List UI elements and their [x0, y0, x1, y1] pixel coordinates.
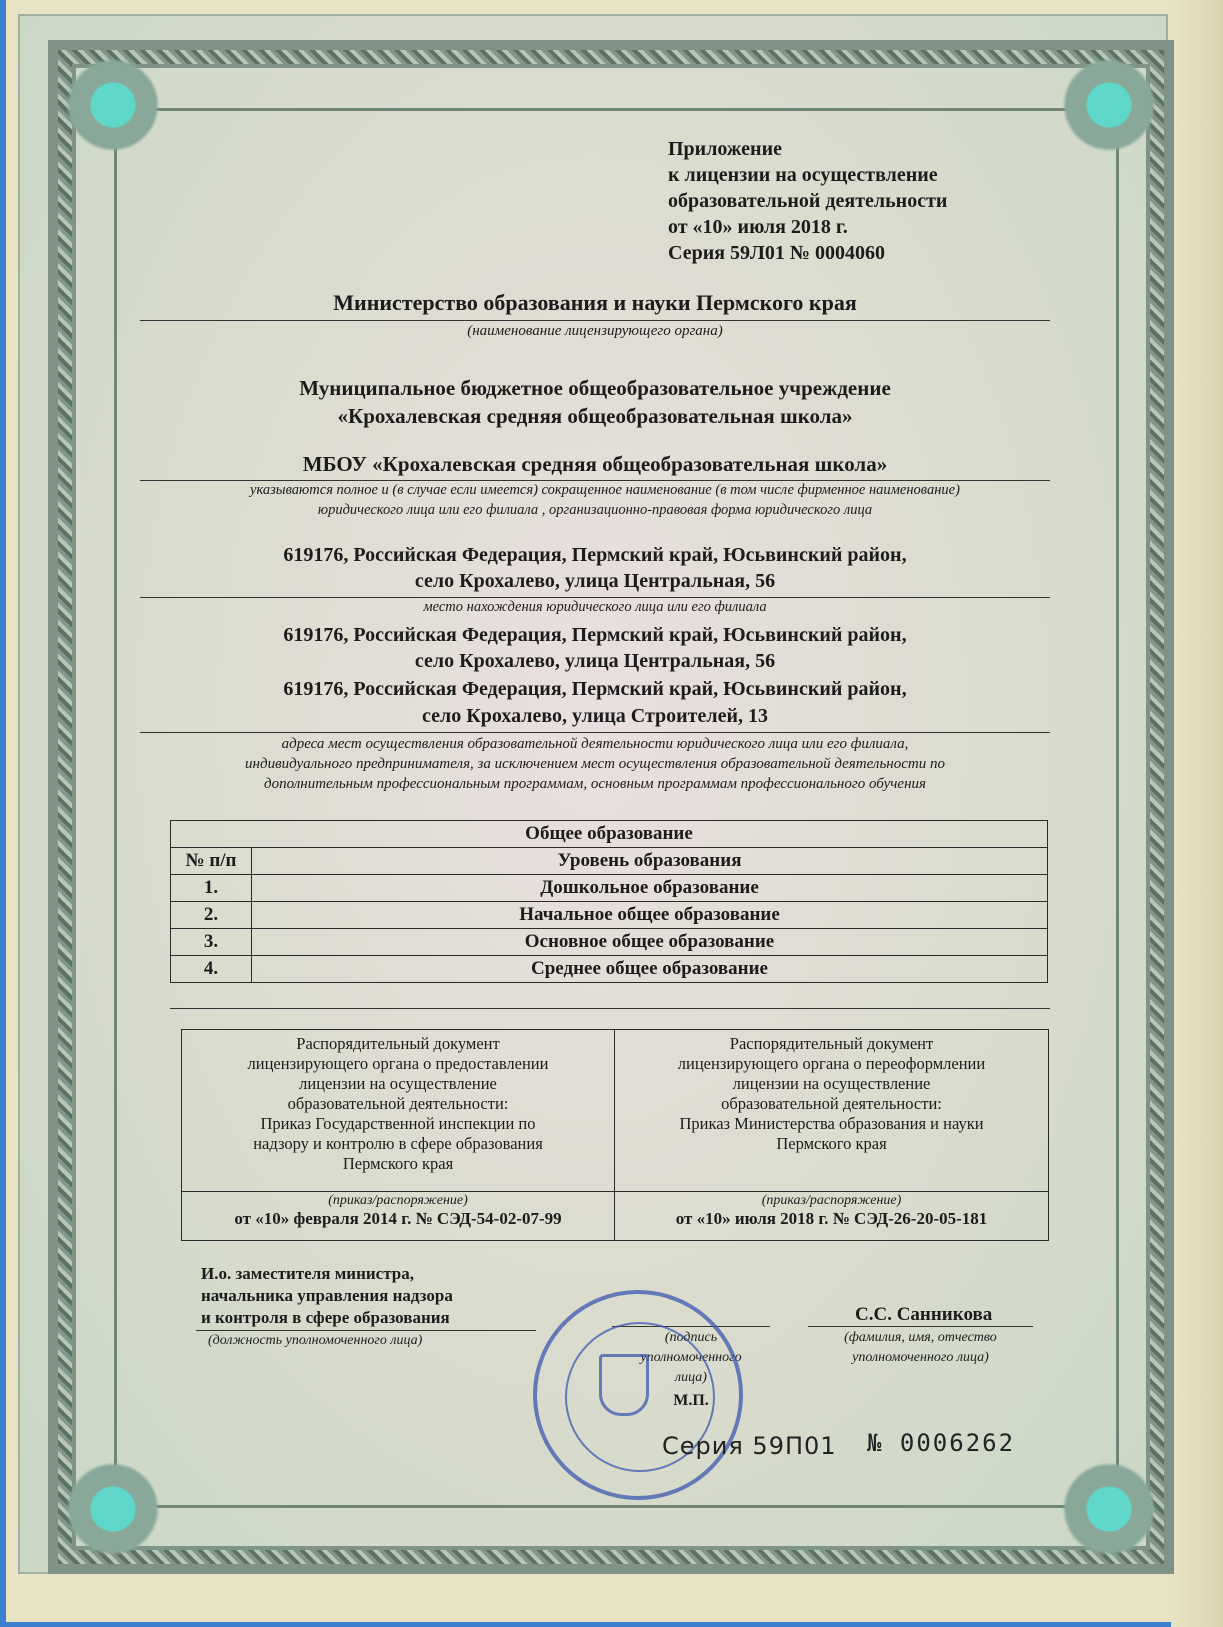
location-line-2: село Крохалево, улица Центральная, 56 — [414, 570, 776, 592]
row-level: Начальное общее образование — [252, 902, 1048, 929]
table-title: Общее образование — [171, 821, 1048, 848]
order-caption: (приказ/распоряжение) — [761, 1193, 902, 1208]
org-full-name-line-2: «Крохалевская средняя общеобразовательная школа» — [337, 404, 853, 428]
name-caption-2: уполномоченного лица) — [852, 1350, 989, 1365]
stamp-place-label: М.П. — [673, 1392, 709, 1409]
divider — [170, 1008, 1050, 1009]
authority-name: Министерство образования и науки Пермского края — [333, 290, 857, 315]
signer-position-line-2: начальника управления надзора — [201, 1286, 453, 1305]
reissue-doc-line-4: образовательной деятельности: — [721, 1094, 942, 1113]
signature-caption-3: лица) — [675, 1370, 707, 1385]
position-caption: (должность уполномоченного лица) — [208, 1333, 423, 1348]
org-caption-line-2: юридического лица или его филиала , организационно-правовая форма юридического лица — [317, 502, 873, 518]
activity-caption-line-1: адреса мест осуществления образовательной деятельности юридического лица или его филиала, — [281, 736, 909, 752]
table-header-row — [171, 848, 1048, 875]
activity-caption-line-2: индивидуального предпринимателя, за исключением мест осуществления образовательной деятельности по — [245, 756, 945, 772]
activity-address-2-line-2: село Крохалево, улица Строителей, 13 — [421, 705, 768, 727]
form-series: Серия 59П01 — [662, 1432, 837, 1460]
divider — [140, 597, 1050, 598]
orders-number-row — [182, 1192, 1049, 1241]
name-caption-1: (фамилия, имя, отчество — [844, 1330, 997, 1345]
reissue-doc-line-1: Распорядительный документ — [729, 1034, 934, 1053]
activity-address-1-line-2: село Крохалево, улица Центральная, 56 — [414, 650, 776, 672]
reissue-order-number-cell — [615, 1192, 1049, 1241]
col-level-header: Уровень образования — [252, 848, 1048, 875]
org-short-name: МБОУ «Крохалевская средняя общеобразовательная школа» — [302, 452, 888, 476]
table-row — [171, 956, 1048, 983]
authority-caption: (наименование лицензирующего органа) — [467, 323, 723, 339]
table-title-row — [171, 821, 1048, 848]
table-row — [171, 902, 1048, 929]
order-caption: (приказ/распоряжение) — [328, 1193, 468, 1208]
row-level: Дошкольное образование — [252, 875, 1048, 902]
header-line-4: от «10» июля 2018 г. — [668, 216, 848, 238]
activity-address-2-line-1: 619176, Российская Федерация, Пермский край, Юсьвинский район, — [283, 678, 907, 700]
signature-caption-2: уполномоченного — [640, 1350, 742, 1365]
grant-doc-line-5: Приказ Государственной инспекции по — [260, 1114, 536, 1133]
coat-of-arms-icon — [599, 1354, 649, 1416]
form-number: № 0006262 — [867, 1429, 1016, 1457]
header-series: Серия 59Л01 № 0004060 — [668, 242, 886, 264]
row-level: Среднее общее образование — [252, 956, 1048, 983]
row-number: 4. — [171, 956, 252, 983]
grant-doc-line-3: лицензии на осуществление — [299, 1074, 497, 1093]
reissue-order-cell — [615, 1030, 1049, 1192]
header-line-1: Приложение — [668, 138, 782, 160]
grant-order-number-cell — [182, 1192, 615, 1241]
reissue-doc-line-2: лицензирующего органа о переоформлении — [677, 1054, 986, 1073]
row-number: 3. — [171, 929, 252, 956]
signer-name: С.С. Санникова — [855, 1304, 993, 1325]
corner-ornament-icon — [58, 1454, 168, 1564]
col-number-header: № п/п — [171, 848, 252, 875]
signature-caption-1: (подпись — [664, 1330, 718, 1345]
reissue-doc-line-5: Приказ Министерства образования и науки — [679, 1114, 984, 1133]
orders-description-row — [182, 1030, 1049, 1192]
frame-edge — [1171, 0, 1223, 1627]
location-caption: место нахождения юридического лица или его филиала — [423, 599, 767, 615]
grant-doc-line-7: Пермского края — [342, 1154, 454, 1173]
header-line-2: к лицензии на осуществление — [668, 164, 938, 186]
divider — [140, 320, 1050, 321]
reissue-doc-line-3: лицензии на осуществление — [732, 1074, 931, 1093]
org-caption-line-1: указываются полное и (в случае если имеется) сокращенное наименование (в том числе фирменное наименование) — [250, 482, 960, 498]
table-row — [171, 929, 1048, 956]
education-levels-table — [170, 820, 1048, 983]
grant-order-cell — [182, 1030, 615, 1192]
grant-doc-line-6: надзору и контролю в сфере образования — [253, 1134, 543, 1153]
table-row — [171, 875, 1048, 902]
official-seal-icon — [533, 1290, 743, 1500]
header-line-3: образовательной деятельности — [668, 190, 948, 212]
activity-caption-line-3: дополнительным профессиональным программам, основным программам профессионального обучения — [264, 776, 926, 792]
grant-order-number: от «10» февраля 2014 г. № СЭД-54-02-07-99 — [234, 1209, 562, 1228]
reissue-doc-line-6: Пермского края — [776, 1134, 887, 1153]
signer-position-line-3: и контроля в сфере образования — [201, 1308, 450, 1327]
row-level: Основное общее образование — [252, 929, 1048, 956]
orders-table — [181, 1029, 1049, 1241]
row-number: 2. — [171, 902, 252, 929]
grant-doc-line-1: Распорядительный документ — [296, 1034, 500, 1053]
divider — [196, 1330, 536, 1331]
divider — [808, 1326, 1033, 1327]
location-line-1: 619176, Российская Федерация, Пермский край, Юсьвинский район, — [283, 544, 907, 566]
corner-ornament-icon — [58, 50, 168, 160]
divider — [140, 732, 1050, 733]
grant-doc-line-4: образовательной деятельности: — [287, 1094, 509, 1113]
reissue-order-number: от «10» июля 2018 г. № СЭД-26-20-05-181 — [675, 1209, 988, 1228]
corner-ornament-icon — [1054, 50, 1164, 160]
divider — [140, 480, 1050, 481]
row-number: 1. — [171, 875, 252, 902]
signer-position-line-1: И.о. заместителя министра, — [201, 1264, 414, 1283]
corner-ornament-icon — [1054, 1454, 1164, 1564]
activity-address-1-line-1: 619176, Российская Федерация, Пермский край, Юсьвинский район, — [283, 624, 907, 646]
org-full-name-line-1: Муниципальное бюджетное общеобразовательное учреждение — [299, 376, 891, 400]
grant-doc-line-2: лицензирующего органа о предоставлении — [247, 1054, 549, 1073]
